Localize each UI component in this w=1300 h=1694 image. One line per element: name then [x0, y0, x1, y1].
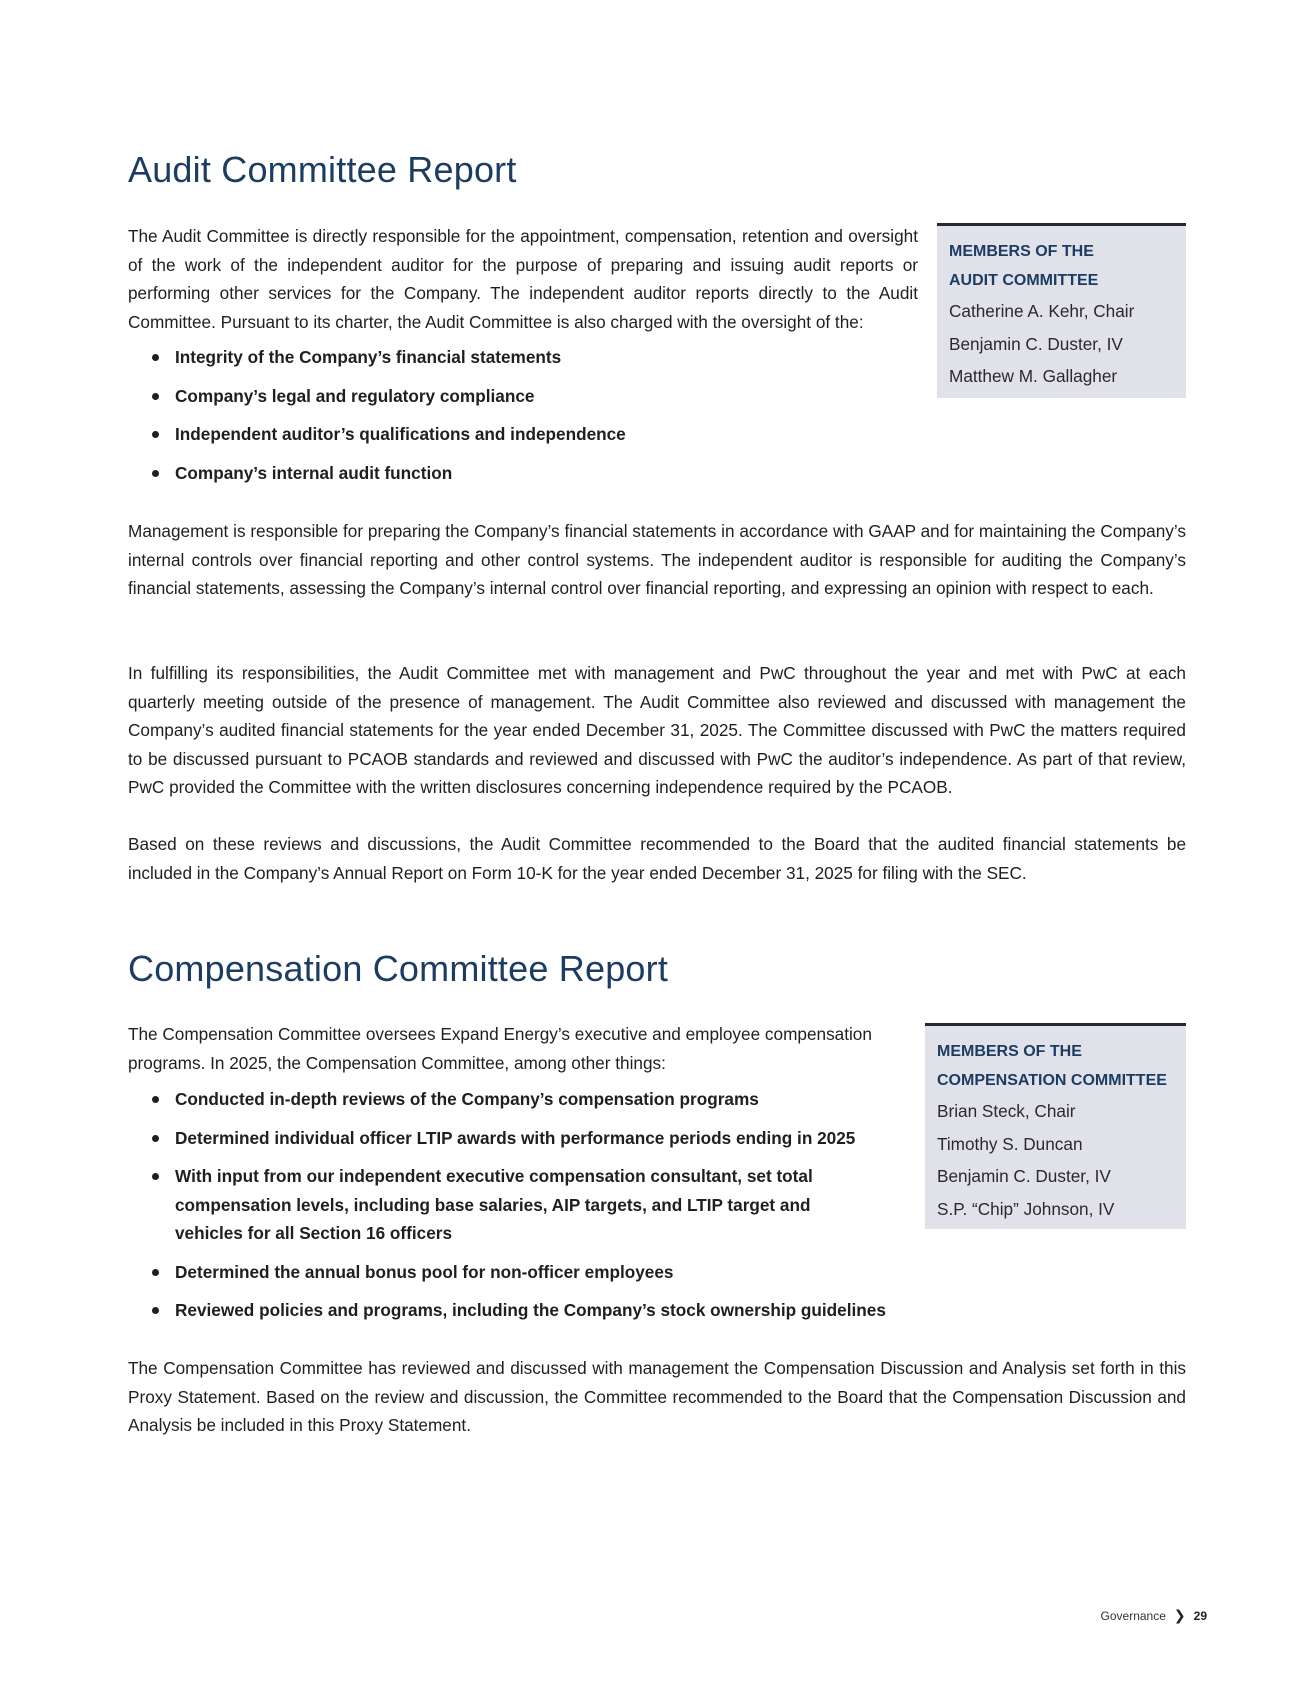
- page-number: 29: [1193, 1608, 1207, 1623]
- audit-oversight-list: [128, 343, 918, 497]
- compensation-intro-paragraph: The Compensation Committee oversees Expand Energy’s executive and employee compensation programs. In 2025, the Compensation Committee, among other things:: [128, 1024, 872, 1073]
- member-name: Benjamin C. Duster, IV: [937, 1166, 1111, 1186]
- members-heading: MEMBERS OF THE: [949, 243, 1094, 260]
- list-item: Conducted in-depth reviews of the Company’s compensation programs: [128, 1085, 928, 1114]
- list-item: Independent auditor’s qualifications and independence: [128, 420, 918, 449]
- member-name: Matthew M. Gallagher: [949, 366, 1118, 386]
- list-item: Determined individual officer LTIP awards with performance periods ending in 2025: [128, 1124, 928, 1153]
- audit-recommendation-paragraph: Based on these reviews and discussions, the Audit Committee recommended to the Board that the audited financial statements be included in the Company’s Annual Report on Form 10-K for the year ended December 31, 2025 for filing with the SEC.: [128, 834, 1186, 883]
- list-item: With input from our independent executive compensation consultant, set total compensation levels, including base salaries, AIP targets, and LTIP target and vehicles for all Section 16 officers: [128, 1162, 825, 1248]
- compensation-actions-list: [128, 1085, 928, 1335]
- page-footer: [1101, 1607, 1207, 1624]
- member-name: Catherine A. Kehr, Chair: [949, 301, 1135, 321]
- list-item: Reviewed policies and programs, including the Company’s stock ownership guidelines: [128, 1296, 928, 1325]
- audit-fulfilling-paragraph: In fulfilling its responsibilities, the Audit Committee met with management and PwC throughout the year and met with PwC at each quarterly meeting outside of the presence of management. The Audit Committee also reviewed and discussed with management the Company’s audited financial statements for the year ended December 31, 2025. The Committee discussed with PwC the matters required to be discussed pursuant to PCAOB standards and reviewed and discussed with PwC the auditor’s independence. As part of that review, PwC provided the Committee with the written disclosures concerning independence required by the PCAOB.: [128, 663, 1186, 797]
- member-name: Timothy S. Duncan: [937, 1133, 1083, 1154]
- compensation-report-title: Compensation Committee Report: [128, 948, 669, 989]
- list-item: Determined the annual bonus pool for non-officer employees: [128, 1258, 928, 1287]
- audit-members-box: [937, 223, 1186, 398]
- list-item: Company’s legal and regulatory compliance: [128, 382, 918, 411]
- footer-section-label: Governance: [1100, 1608, 1166, 1623]
- compensation-review-paragraph: The Compensation Committee has reviewed and discussed with management the Compensation Discussion and Analysis set forth in this Proxy Statement. Based on the review and discussion, the Committee recommended to the Board that the Compensation Discussion and Analysis be included in this Proxy Statement.: [128, 1358, 1186, 1435]
- member-name: S.P. “Chip” Johnson, IV: [937, 1198, 1115, 1219]
- compensation-members-box: [925, 1023, 1186, 1229]
- audit-intro-paragraph: The Audit Committee is directly responsible for the appointment, compensation, retention and oversight of the work of the independent auditor for the purpose of preparing and issuing audit reports or performing other services for the Company. The independent auditor reports directly to the Audit Committee. Pursuant to its charter, the Audit Committee is also charged with the oversight of the:: [128, 226, 918, 332]
- members-heading: MEMBERS OF THE: [937, 1043, 1082, 1060]
- members-heading: AUDIT COMMITTEE: [949, 271, 1099, 289]
- list-item: Integrity of the Company’s financial statements: [128, 343, 918, 372]
- list-item: Company’s internal audit function: [128, 459, 918, 488]
- chevron-right-icon: ❯: [1173, 1607, 1186, 1623]
- audit-report-title: Audit Committee Report: [128, 149, 517, 190]
- member-name: Benjamin C. Duster, IV: [949, 333, 1123, 354]
- members-heading: COMPENSATION COMMITTEE: [937, 1071, 1167, 1089]
- member-name: Brian Steck, Chair: [937, 1101, 1076, 1121]
- audit-management-paragraph: Management is responsible for preparing the Company’s financial statements in accordance with GAAP and for maintaining the Company’s internal controls over financial reporting and other control systems. The independent auditor is responsible for auditing the Company’s financial statements, assessing the Company’s internal control over financial reporting, and expressing an opinion with respect to each.: [128, 521, 1186, 598]
